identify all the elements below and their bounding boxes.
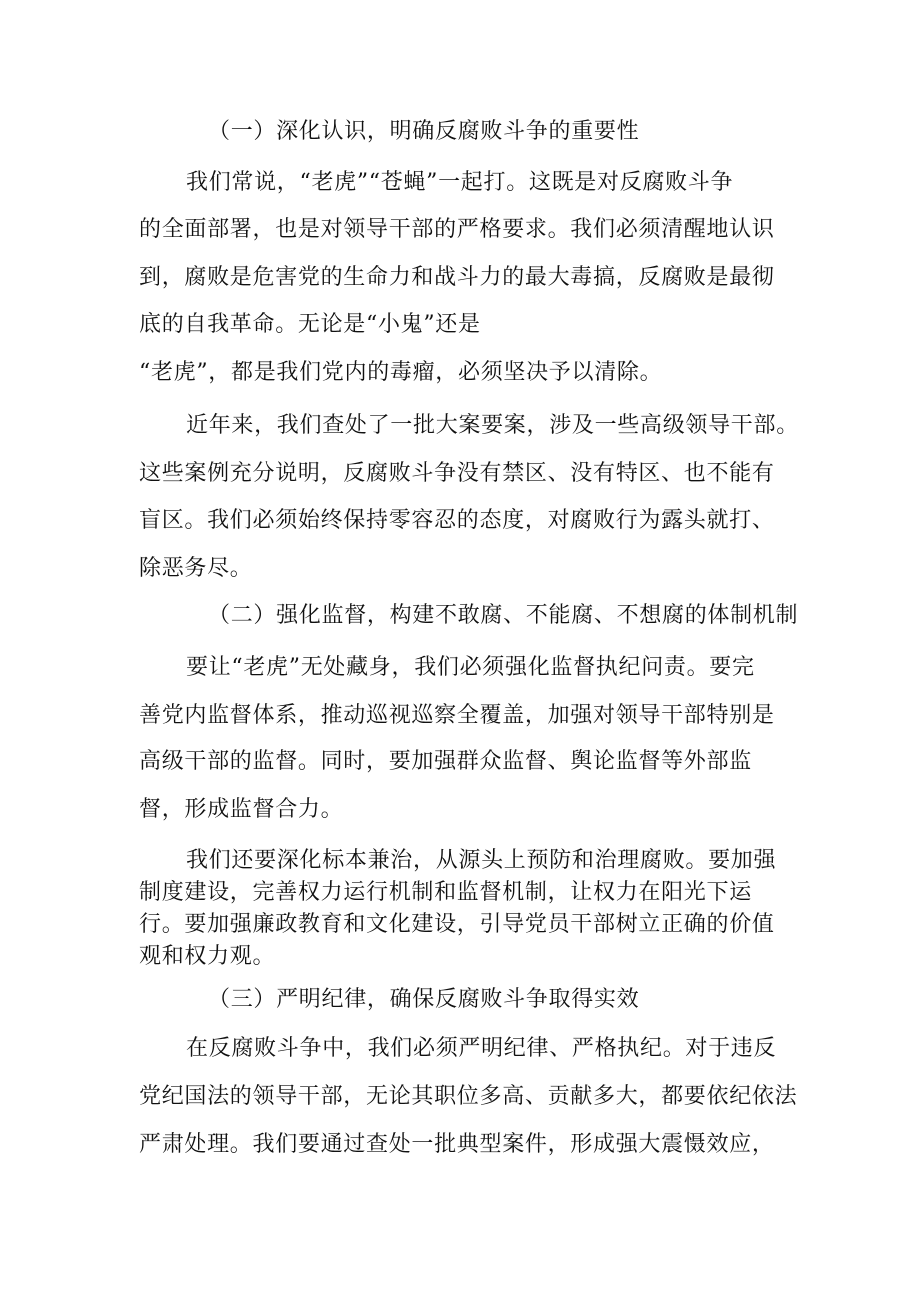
section-heading-3: （三）严明纪律，确保反腐败斗争取得实效: [208, 987, 640, 1012]
paragraph-line: 到，腐败是危害党的生命力和战斗力的最大毒搞，反腐败是最彻: [139, 265, 775, 290]
paragraph-line: 善党内监督体系，推动巡视巡察全覆盖，加强对领导干部特别是: [139, 703, 775, 728]
paragraph-line: 行。要加强廉政教育和文化建设，引导党员干部树立正确的价值: [139, 912, 775, 937]
paragraph-line: 党纪国法的领导干部，无论其职位多高、贡献多大，都要依纪依法: [139, 1084, 798, 1109]
section-heading-2: （二）强化监督，构建不敢腐、不能腐、不想腐的体制机制: [208, 603, 799, 628]
paragraph-line: 要让“老虎”无处藏身，我们必须强化监督执纪问责。要完: [186, 655, 755, 680]
paragraph-line: 制度建设，完善权力运行机制和监督机制，让权力在阳光下运: [139, 880, 752, 905]
paragraph-line: 我们常说，“老虎”“苍蝇”一起打。这既是对反腐败斗争: [186, 170, 734, 195]
paragraph-line: 高级干部的监督。同时，要加强群众监督、舆论监督等外部监: [139, 749, 752, 774]
paragraph-line: 我们还要深化标本兼治，从源头上预防和治理腐败。要加强: [186, 848, 777, 873]
paragraph-line: 观和权力观。: [139, 944, 276, 969]
paragraph-line: 近年来，我们查处了一批大案要案，涉及一些高级领导干部。: [186, 413, 799, 438]
paragraph-line: 这些案例充分说明，反腐败斗争没有禁区、没有特区、也不能有: [139, 461, 775, 486]
paragraph-line: 的全面部署，也是对领导干部的严格要求。我们必须清醒地认识: [139, 217, 775, 242]
paragraph-line: 盲区。我们必须始终保持零容忍的态度，对腐败行为露头就打、: [139, 508, 775, 533]
paragraph-line: “老虎”，都是我们党内的毒瘤，必须坚决予以清除。: [139, 360, 663, 385]
paragraph-line: 底的自我革命。无论是“小鬼”还是: [139, 312, 481, 337]
section-heading-1: （一）深化认识，明确反腐败斗争的重要性: [208, 119, 640, 144]
paragraph-line: 除恶务尽。: [139, 556, 253, 581]
paragraph-line: 严肃处理。我们要通过查处一批典型案件，形成强大震慑效应，: [139, 1132, 775, 1157]
paragraph-line: 督，形成监督合力。: [139, 797, 344, 822]
paragraph-line: 在反腐败斗争中，我们必须严明纪律、严格执纪。对于违反: [186, 1036, 777, 1061]
